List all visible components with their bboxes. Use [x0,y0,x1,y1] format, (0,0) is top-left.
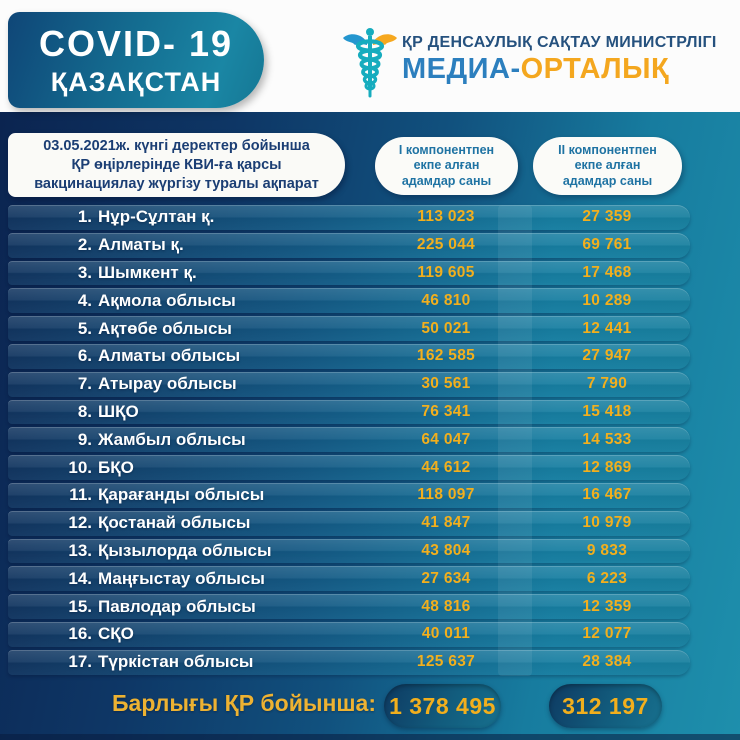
component-1-value: 162 585 [416,347,476,365]
region-name: Түркістан облысы [98,652,254,672]
table-row [8,455,690,480]
table-row [8,400,690,425]
region-number: 6. [77,346,92,366]
region-number: 7. [77,374,92,394]
region-name: Маңғыстау облысы [98,568,265,588]
region-label [8,205,214,230]
region-number: 15. [68,596,92,616]
component-2-value: 12 359 [582,597,632,615]
region-name: Нұр-Сұлтан қ. [98,207,215,227]
region-label [8,400,139,425]
total-component-2-value: 312 197 [562,692,649,719]
region-label [8,261,197,286]
region-name: Атырау облысы [98,374,237,394]
component-2-value: 14 533 [582,430,632,448]
media-center-title [402,53,717,86]
region-label [8,427,246,452]
region-number: 3. [77,262,92,282]
column-header-component-1 [375,137,518,195]
region-number: 5. [77,318,92,338]
region-number: 13. [68,540,92,560]
region-label [8,511,250,536]
region-label [8,594,256,619]
table-row [8,372,690,397]
col2-line-3: адамдар саны [562,173,653,188]
region-name: Ақтөбе облысы [98,318,232,338]
table-row [8,261,690,286]
total-component-1-capsule [384,684,501,728]
component-2-value: 69 761 [582,236,632,254]
component-2-value: 6 223 [586,569,628,587]
component-2-value: 12 869 [582,458,632,476]
region-number: 4. [77,290,92,310]
table-row [8,539,690,564]
region-number: 16. [68,624,92,644]
component-2-value: 17 468 [582,263,632,281]
region-label [8,539,272,564]
region-number: 14. [68,568,92,588]
info-line-3: вакцинациялау жүргізу туралы ақпарат [34,175,319,192]
column-header-component-2 [533,137,682,195]
region-number: 1. [77,207,92,227]
table-row [8,205,690,230]
component-2-value: 16 467 [582,486,632,504]
component-2-value: 28 384 [582,653,632,671]
region-label [8,288,236,313]
component-1-value: 44 612 [421,458,471,476]
badge-subtitle: ҚАЗАҚСТАН [50,66,222,97]
region-label [8,622,134,647]
ministry-name: ҚР ДЕНСАУЛЫҚ САҚТАУ МИНИСТРЛІГІ [402,34,717,51]
region-label [8,372,237,397]
total-label: Барлығы ҚР бойынша: [112,690,376,716]
component-1-value: 118 097 [417,486,475,504]
component-1-value: 50 021 [421,319,471,337]
component-1-value: 46 810 [421,291,471,309]
region-name: Алматы қ. [98,235,184,255]
component-1-value: 41 847 [421,514,471,532]
component-1-value: 27 634 [421,569,471,587]
component-2-value: 7 790 [586,375,628,393]
col1-line-1: I компонентпен [398,142,495,157]
component-2-value: 10 979 [582,514,632,532]
component-2-value: 15 418 [582,402,632,420]
info-line-2: ҚР өңірлерінде КВИ-ға қарсы [71,156,282,173]
region-label [8,455,134,480]
caduceus-icon [342,26,398,103]
col1-line-2: екпе алған [413,158,480,173]
component-2-value: 27 359 [582,208,632,226]
table-row [8,316,690,341]
table-row [8,650,690,675]
bottom-edge-strip [0,734,740,740]
region-label [8,233,184,258]
table-row [8,622,690,647]
total-component-2-capsule [549,684,662,728]
media-word: МЕДИА- [402,53,521,85]
component-1-value: 225 044 [416,236,476,254]
region-name: Ақмола облысы [98,290,236,310]
media-center-logo [402,34,717,86]
component-1-value: 113 023 [417,208,475,226]
component-1-value: 30 561 [421,375,471,393]
region-name: Қызылорда облысы [98,540,272,560]
report-info-box [8,133,345,197]
table-row [8,566,690,591]
region-name: Жамбыл облысы [98,429,246,449]
component-1-value: 48 816 [421,597,471,615]
region-label [8,566,265,591]
ortalyk-word: ОРТАЛЫҚ [520,53,670,85]
component-1-value: 125 637 [416,653,476,671]
region-name: Алматы облысы [98,346,241,366]
col1-line-3: адамдар саны [401,173,492,188]
region-name: БҚО [98,457,134,477]
region-name: ШҚО [98,401,139,421]
covid19-kazakhstan-badge [8,12,264,108]
component-1-value: 40 011 [421,625,471,643]
region-number: 9. [77,429,92,449]
region-name: Қарағанды облысы [98,485,265,505]
component-1-value: 64 047 [421,430,471,448]
table-row [8,483,690,508]
region-name: Шымкент қ. [98,262,197,282]
component-1-value: 43 804 [421,541,471,559]
region-name: Павлодар облысы [98,596,256,616]
region-name: СҚО [98,624,134,644]
component-2-value: 10 289 [582,291,632,309]
region-label [8,316,232,341]
region-number: 2. [77,235,92,255]
region-number: 12. [68,513,92,533]
region-label [8,650,253,675]
region-number: 17. [68,652,92,672]
info-line-1: 03.05.2021ж. күнгі деректер бойынша [43,137,310,154]
table-row [8,427,690,452]
table-row [8,344,690,369]
badge-title: COVID- 19 [38,22,234,64]
table-row [8,594,690,619]
component-2-value: 12 441 [582,319,632,337]
region-table [8,205,690,675]
region-name: Қостанай облысы [98,513,251,533]
region-number: 10. [68,457,92,477]
region-label [8,344,240,369]
component-1-value: 119 605 [417,263,475,281]
component-2-value: 12 077 [582,625,632,643]
region-label [8,483,264,508]
col2-line-1: II компонентпен [558,142,657,157]
component-1-value: 76 341 [421,402,471,420]
region-number: 11. [69,485,92,505]
region-number: 8. [77,401,92,421]
table-row [8,233,690,258]
table-row [8,511,690,536]
component-2-value: 9 833 [586,541,628,559]
col2-line-2: екпе алған [574,158,641,173]
table-row [8,288,690,313]
component-2-value: 27 947 [582,347,632,365]
total-component-1-value: 1 378 495 [389,692,496,719]
